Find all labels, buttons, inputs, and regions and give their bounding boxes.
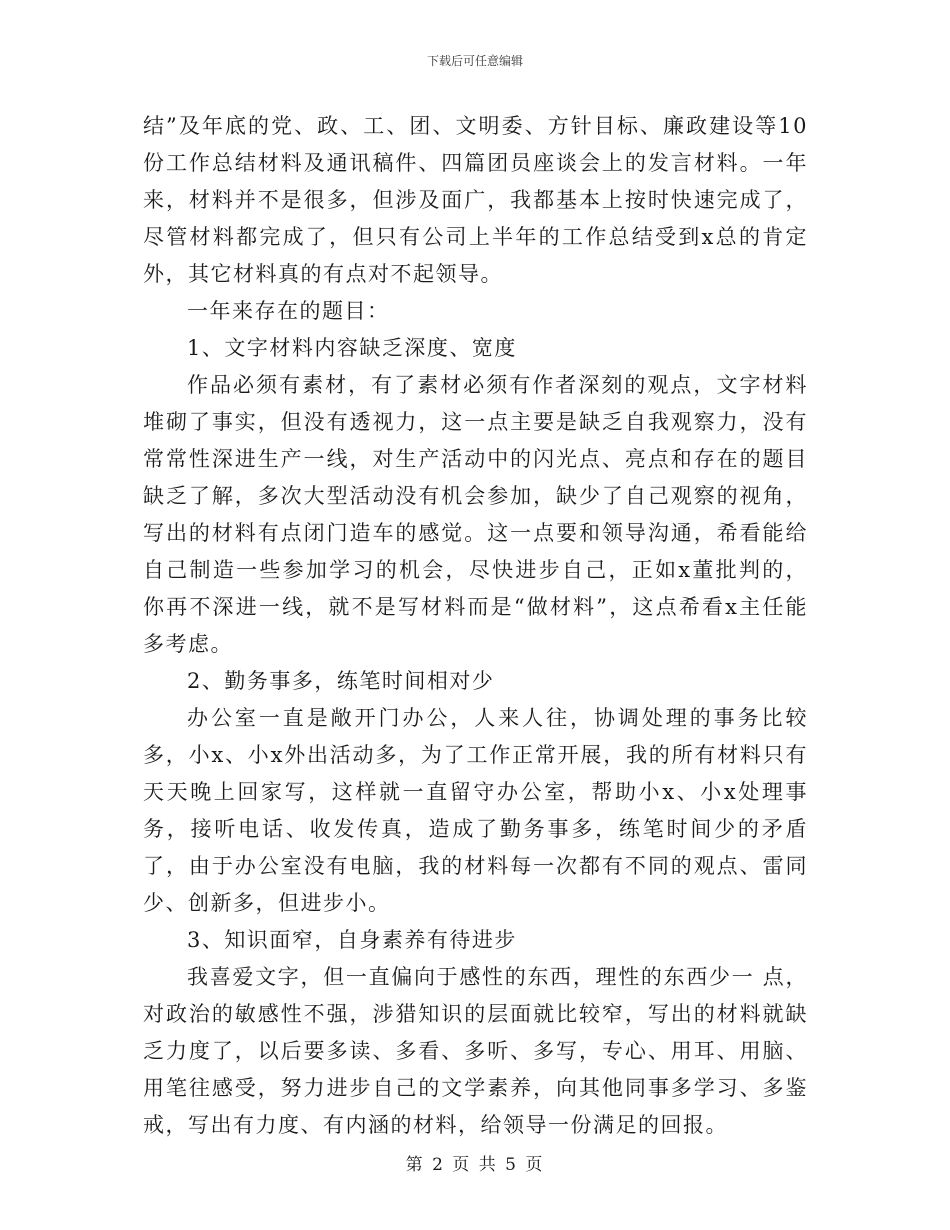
page-header: 下载后可任意编辑 — [426, 54, 523, 68]
paragraph-section-3: 我喜爱文字，但一直偏向于感性的东西，理性的东西少一 点，对政治的敏感性不强，涉猎知识的层面就比较窄，写出的材料就缺乏力度了，以后要多读、多看、多听、多写，专心、用耳、用脑、用笔往感受，努力进步自己的文学素养，向其他同事多学习、多鉴戒，写出有力度、有内涵的材料，给领导一份满足的回报。 — [143, 965, 808, 1137]
page-number: 第 2 页 共 5 页 — [405, 1155, 545, 1175]
document-body — [143, 108, 808, 1144]
paragraph-section-1: 作品必须有素材，有了素材必须有作者深刻的观点，文字材料堆砌了事实，但没有透视力，这一点主要是缺乏自我观察力，没有常常性深进生产一线，对生产活动中的闪光点、亮点和存在的题目缺乏了解，多次大型活动没有机会参加，缺少了自己观察的视角，写出的材料有点闭门造车的感觉。这一点要和领导沟通，希看能给自己制造一些参加学习的机会，尽快进步自己，正如x董批判的，你再不深进一线，就不是写材料而是“做材料”，这点希看x主任能多考虑。 — [143, 373, 808, 656]
section-heading-3: 3、知识面窄，自身素养有待进步 — [187, 928, 517, 952]
section-heading-2: 2、勤务事多，练笔时间相对少 — [187, 669, 495, 693]
paragraph-summary-materials: 结”及年底的党、政、工、团、文明委、方针目标、廉政建设等10份工作总结材料及通讯稿件、四篇团员座谈会上的发言材料。一年来，材料并不是很多，但涉及面广，我都基本上按时快速完成了，尽管材料都完成了，但只有公司上半年的工作总结受到x总的肯定外，其它材料真的有点对不起领导。 — [143, 114, 808, 286]
paragraph-problems-heading: 一年来存在的题目： — [187, 299, 390, 323]
section-heading-1: 1、文字材料内容缺乏深度、宽度 — [187, 336, 517, 360]
paragraph-section-2: 办公室一直是敞开门办公，人来人往，协调处理的事务比较多，小x、小x外出活动多，为了工作正常开展，我的所有材料只有天天晚上回家写，这样就一直留守办公室，帮助小x、小x处理事务，接听电话、收发传真，造成了勤务事多，练笔时间少的矛盾了，由于办公室没有电脑，我的材料每一次都有不同的观点、雷同少、创新多，但进步小。 — [143, 706, 808, 915]
